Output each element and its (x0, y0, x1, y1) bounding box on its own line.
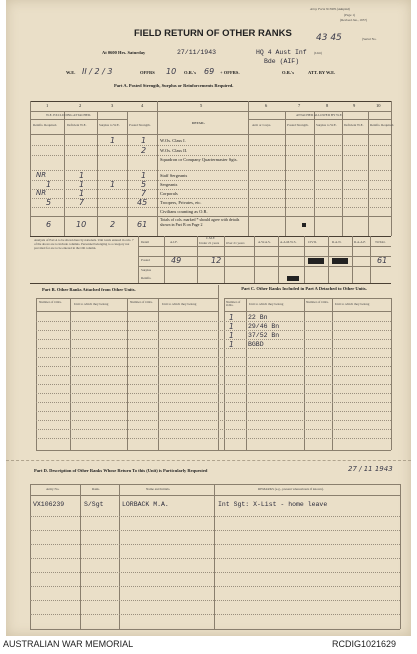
total-posted: 61 (137, 220, 148, 229)
unit-name: HQ 4 Aust Inf (256, 49, 307, 56)
part-d-date: 27 / 11 1943 (348, 465, 393, 473)
we-label: W.E. (66, 70, 76, 75)
part-b-col-unit-2: Unit to which they belong (162, 302, 197, 306)
part-d-col-army-no: Army No. (46, 487, 60, 491)
right-head-posted: Posted Strength. (287, 123, 309, 127)
row-posted: 1 (141, 136, 147, 145)
part-c-col-unit: Unit to which they belong (249, 302, 284, 306)
analysis-row-posted: Posted (141, 258, 150, 262)
row-detail: W.Os. Class I. (160, 138, 186, 143)
offrs-value: 10 (166, 67, 177, 76)
ors-label: O.R.'s (184, 70, 197, 75)
redaction-mark (287, 276, 299, 281)
part-c-count: 1 (229, 331, 234, 340)
part-b-col-number: Number of O.Rs. (39, 300, 62, 304)
archive-name: AUSTRALIAN WAR MEMORIAL (3, 639, 134, 649)
army-form-ref: Army Form W.3009 (Adapted) (310, 7, 350, 11)
row-posted: 2 (141, 146, 147, 155)
part-c-unit: 22 Bn (248, 314, 268, 321)
col-num-7: 7 (298, 103, 301, 108)
part-c-count: 1 (229, 313, 234, 322)
left-head-reinfts: Reinfts. Required. (33, 123, 58, 127)
col-num-2: 2 (79, 103, 82, 108)
row-reinfts: NR (36, 171, 47, 179)
ors-value: 69 (204, 67, 215, 76)
part-c-col-unit-2: Unit to which they belong (335, 302, 370, 306)
row-reinfts: NR (36, 189, 47, 197)
attached-allowed-heading: ATTACHED ALLOWED BY W.E. (296, 113, 343, 117)
row-detail: Sergeants (160, 182, 178, 187)
total-surplus: 2 (110, 220, 116, 229)
row-surplus: 1 (110, 136, 116, 145)
row-surplus: 1 (110, 180, 116, 189)
row-detail: Corporals (160, 191, 178, 196)
analysis-col-ran: R.A.N. (332, 240, 342, 244)
row-posted: 1 (141, 171, 147, 180)
total-reinfts: 6 (46, 220, 52, 229)
row-detail: Staff Sergeants (160, 173, 188, 178)
form-title: FIELD RETURN OF OTHER RANKS (134, 28, 292, 39)
return-date: 27/11/1943 (177, 49, 217, 56)
part-c-title-line1 (224, 286, 384, 292)
part-c-unit: BGBD (248, 341, 264, 348)
analysis-col-under21: Under 21 years (199, 241, 220, 245)
part-d-col-name: Name and Initials. (146, 487, 171, 491)
right-head-deficient: Deficient W.E. (344, 123, 364, 127)
marker-square (302, 223, 306, 227)
analysis-total-value: 61 (377, 256, 388, 265)
analysis-col-total: TOTAL (375, 240, 386, 244)
row-reinfts: 1 (46, 180, 52, 189)
serial-label: (Serial No. (362, 37, 377, 41)
row-detail: Troopers, Privates, etc. (160, 200, 202, 205)
part-a-title: Part A. Posted Strength, Surplus or Reinforcements Required. (114, 83, 234, 88)
row-detail: Squadron or Company Quartermaster Sgts. (160, 157, 238, 162)
col-num-8: 8 (326, 103, 329, 108)
offrs-label: OFFRS (140, 70, 155, 75)
att-by-we-label: ATT. BY W.E. (308, 70, 336, 75)
analysis-col-detail: Detail (141, 240, 150, 244)
part-c-count: 1 (229, 322, 234, 331)
part-c-unit: 29/46 Bn (248, 323, 280, 330)
row-posted: 45 (137, 198, 148, 207)
row-deficient: 1 (79, 180, 85, 189)
left-head-deficient: Deficient W.E. (67, 123, 87, 127)
analysis-col-aif: A.I.F. (170, 240, 178, 244)
attached-offrs-label: + OFFRS. (220, 70, 240, 75)
analysis-row-surplus: Surplus (141, 268, 152, 272)
at-time-label: At 0600 Hrs. Saturday (102, 50, 146, 55)
part-d-col-rank: Rank. (92, 487, 100, 491)
serial-number: 43 45 (316, 33, 342, 43)
row-detail: Civilians counting as O.R. (160, 209, 208, 214)
analysis-group-cmf: C.M.F. (206, 236, 216, 240)
part-d-remarks: Int Sgt: X-List - home leave (218, 501, 328, 508)
col-num-1: 1 (46, 103, 49, 108)
col-num-3: 3 (111, 103, 114, 108)
archive-id: RCDIG1021629 (332, 639, 397, 649)
analysis-col-civil: CIVIL (308, 240, 317, 244)
row-deficient: 1 (79, 171, 85, 180)
part-d-name: LORBACK M.A. (122, 501, 169, 508)
row-posted: 7 (141, 189, 147, 198)
row-deficient: 7 (79, 198, 85, 207)
analysis-col-aamws: A.A.M.W.S. (280, 240, 297, 244)
left-head-posted: Posted Strength. (129, 123, 151, 127)
row-reinfts: 5 (46, 198, 52, 207)
part-c-title: Part C. Other Ranks Included in Part A Detached to Other Units. (241, 286, 367, 291)
brigade-name: Bde (AIF) (264, 58, 300, 65)
part-d-title: Part D. Description of Other Ranks Whose Return To this (Unit) is Particularly Requested (34, 468, 208, 473)
part-d-col-remarks: REMARKS (e.g., present whereabouts if known). (258, 487, 324, 491)
total-deficient: 10 (76, 220, 87, 229)
part-b-col-unit: Unit to which they belong (74, 302, 109, 306)
form-sheet (6, 0, 411, 636)
part-d-army-no: VX106239 (33, 501, 65, 508)
we-value: II / 2 / 3 (82, 67, 113, 76)
we-excluding-heading: W.E. EXCLUDING ATTACHED. (46, 113, 92, 117)
analysis-col-awas: A.W.A.S. (258, 240, 271, 244)
right-head-surplus: Surplus to W.E. (316, 123, 337, 127)
attached-ors-label: O.R.'s (282, 70, 295, 75)
col-num-10: 10 (376, 103, 381, 108)
col-num-6: 6 (265, 103, 268, 108)
row-detail: W.Os. Class II. (160, 148, 188, 153)
redaction-mark (332, 258, 348, 264)
row-deficient: 1 (79, 189, 85, 198)
col-num-9: 9 (353, 103, 356, 108)
redaction-mark (308, 258, 324, 264)
part-c-col-number-2: Number of O.Rs. (306, 300, 329, 304)
detail-heading: DETAIL. (192, 121, 206, 125)
unit-label: (Unit) (314, 51, 323, 55)
part-c-col-number: Number of O.Rs. (226, 300, 241, 308)
col-num-5: 5 (200, 103, 203, 108)
analysis-note: Analysis of Part A to be shown here by nationals. Unit totals entered in cols. 7 of the above are to include columns. Personnel belonging to a category not provided for are to be entered in the OR column. (34, 238, 134, 250)
analysis-aif-value: 49 (171, 256, 182, 265)
part-b-col-number-2: Number of O.Rs. (130, 300, 153, 304)
revised-ref: (Revised Jan., 1957) (340, 18, 368, 22)
left-head-surplus: Surplus to W.E. (99, 123, 120, 127)
analysis-row-reinfts: Reinfts. (141, 276, 152, 280)
part-b-title: Part B. Other Ranks Attached from Other Units. (42, 287, 136, 292)
page-ref: (Page 1) (344, 13, 356, 17)
part-c-count: 1 (229, 340, 234, 349)
fold-line (6, 460, 411, 461)
analysis-col-raaf: R.A.A.F. (354, 240, 366, 244)
analysis-cmf-value: 12 (211, 256, 222, 265)
totals-detail: Totals of cols. marked * should agree with details shown in Part B on Page 2 (160, 217, 240, 227)
right-head-arm: Arm or Corps. (252, 123, 272, 127)
analysis-col-over21: Over 21 years (226, 241, 245, 245)
part-d-rank: S/Sgt (84, 501, 104, 508)
right-head-reinfts: Reinfts. Required. (370, 123, 395, 127)
row-posted: 5 (141, 180, 147, 189)
archive-footer (0, 636, 417, 654)
part-c-unit: 37/52 Bn (248, 332, 280, 339)
col-num-4: 4 (141, 103, 144, 108)
